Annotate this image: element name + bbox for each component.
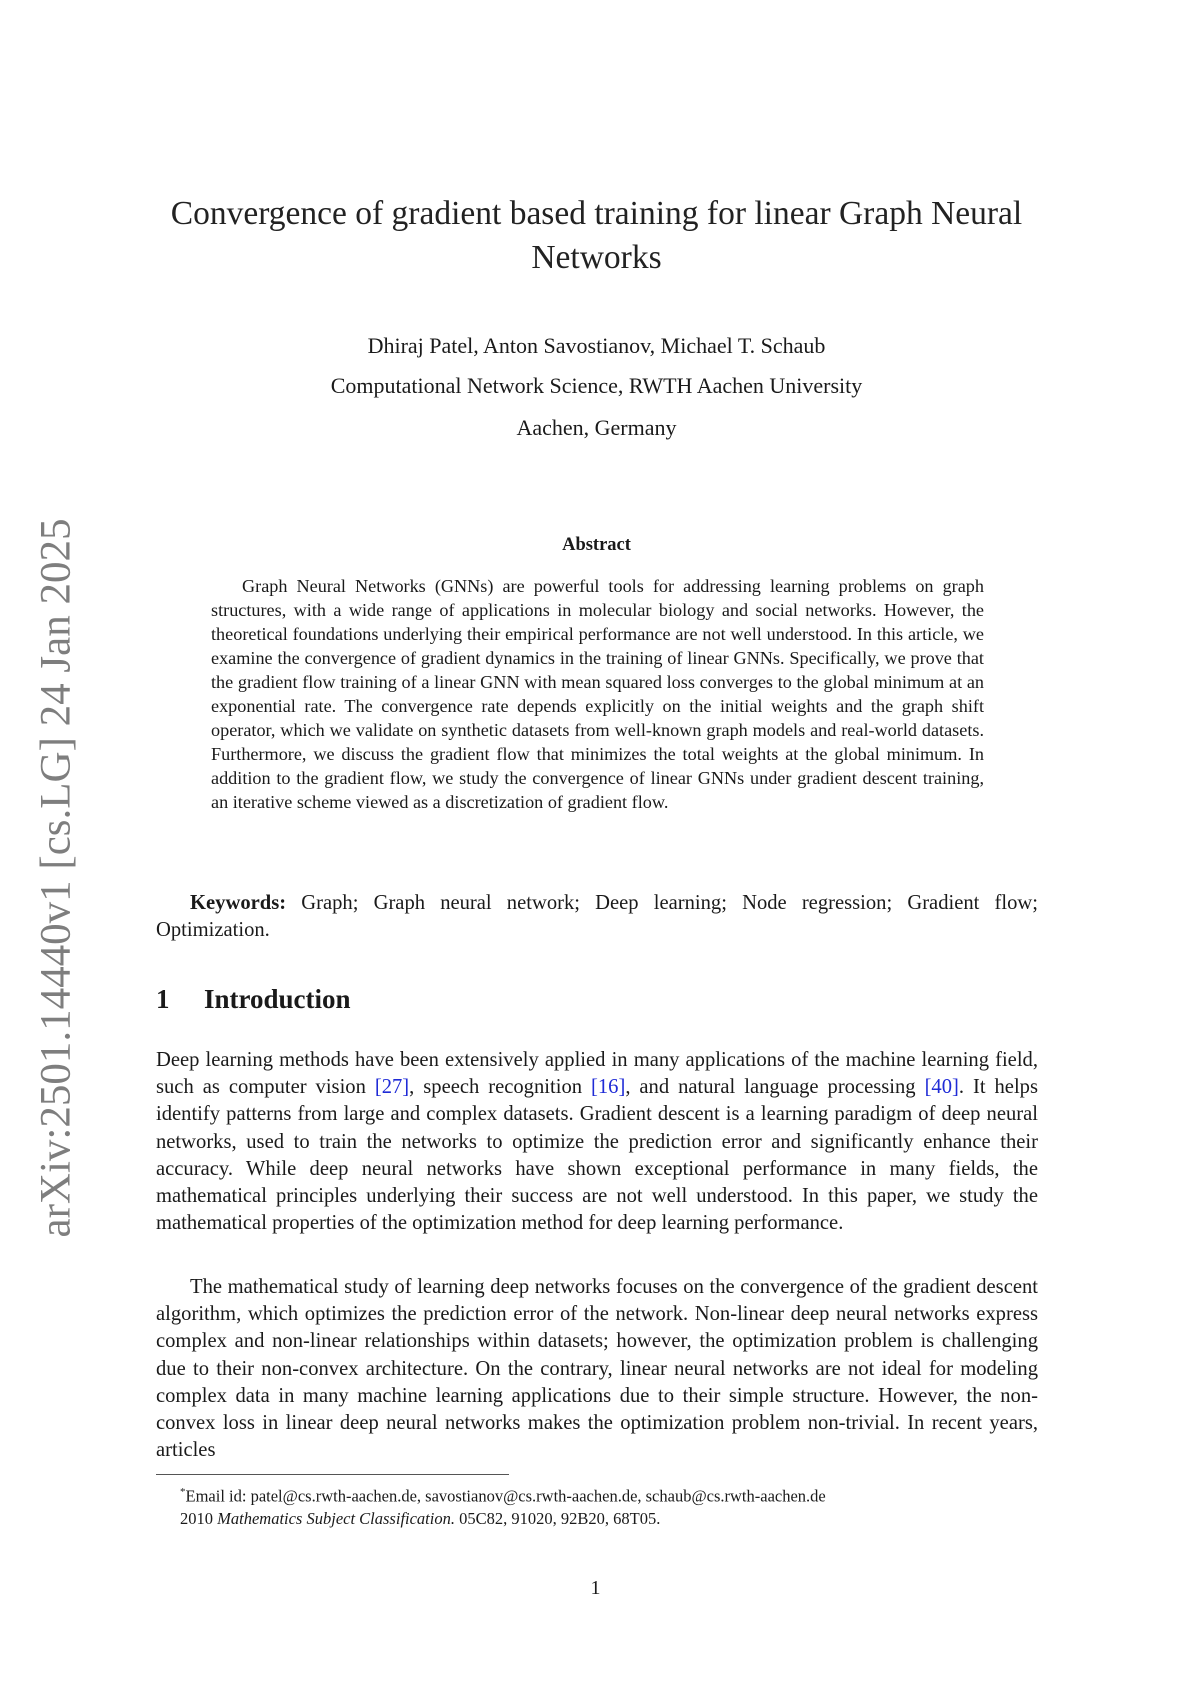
footnote-msc-line: [180, 1508, 1040, 1530]
keywords: [156, 890, 1038, 944]
section-number: 1: [156, 984, 170, 1014]
paper-title: Convergence of gradient based training for linear Graph Neural Networks: [170, 195, 1023, 276]
location: Aachen, Germany: [516, 415, 677, 440]
intro-paragraph-2: The mathematical study of learning deep networks focuses on the convergence of the gradient descent algorithm, which optimizes the prediction error of the network. Non-linear deep neural networks express complex and non-linear relationships within datasets; however, the optimization problem is challenging due to their non-convex architecture. On the contrary, linear neural networks are not ideal for modeling complex data in many machine learning applications due to their simple structure. However, the non-convex loss in linear deep neural networks makes the optimization problem non-trivial. In recent years, articles: [156, 1276, 1038, 1462]
footnote-marker: *: [180, 1486, 186, 1498]
citation-link[interactable]: [27]: [374, 1076, 410, 1099]
citation-link[interactable]: [40]: [924, 1076, 959, 1099]
author-list: Dhiraj Patel, Anton Savostianov, Michael T. Schaub: [367, 333, 826, 358]
msc-prefix: 2010: [180, 1508, 218, 1528]
text-run: , speech recognition: [409, 1076, 591, 1099]
text-run: . It helps identify patterns from large and complex datasets. Gradient descent is a learning paradigm of deep neural networks, used to train the networks to optimize the prediction error and significantly enhance their accuracy. While deep neural networks have shown exceptional performance in many fields, the mathematical principles underlying their success are not well understood. In this paper, we study the mathematical properties of the optimization method for deep learning performance.: [156, 1076, 1038, 1235]
footnote: [180, 1481, 1040, 1530]
section-title: Introduction: [204, 984, 351, 1014]
intro-paragraph-1: [156, 1047, 1038, 1237]
text-run: , and natural language processing: [625, 1076, 925, 1099]
section-heading: [156, 984, 351, 1015]
msc-codes: 05C82, 91020, 92B20, 68T05.: [454, 1508, 661, 1528]
keywords-text: Graph; Graph neural network; Deep learning; Node regression; Gradient flow; Optimization.: [156, 892, 1038, 941]
affiliation: Computational Network Science, RWTH Aachen University: [330, 373, 863, 398]
arxiv-sidebar-stamp: [28, 518, 84, 1238]
abstract-heading: Abstract: [562, 535, 631, 555]
footnote-email: Email id: patel@cs.rwth-aachen.de, savostianov@cs.rwth-aachen.de, schaub@cs.rwth-aachen.de: [185, 1486, 826, 1506]
page-number: 1: [590, 1577, 601, 1599]
footnote-email-line: [180, 1481, 1040, 1508]
arxiv-identifier: arXiv:2501.14440v1 [cs.LG] 24 Jan 2025: [32, 518, 80, 1238]
keywords-label: Keywords:: [190, 892, 287, 914]
citation-link[interactable]: [16]: [591, 1076, 626, 1099]
abstract-text: Graph Neural Networks (GNNs) are powerful tools for addressing learning problems on graph structures, with a wide range of applications in molecular biology and social networks. However, the theoretical foundations underlying their empirical performance are not well understood. In this article, we examine the convergence of gradient dynamics in the training of linear GNNs. Specifically, we prove that the gradient flow training of a linear GNN with mean squared loss converges to the global minimum at an exponential rate. The convergence rate depends explicitly on the initial weights and the graph shift operator, which we validate on synthetic datasets from well-known graph models and real-world datasets. Furthermore, we discuss the gradient flow that minimizes the total weights at the global minimum. In addition to the gradient flow, we study the convergence of linear GNNs under gradient descent training, an iterative scheme viewed as a discretization of gradient flow.: [211, 576, 984, 812]
footnote-divider: [156, 1474, 509, 1475]
text-run: Deep learning methods have been extensively applied in many applications of the machine learning field, such as computer vision: [156, 1049, 1038, 1099]
msc-label: Mathematics Subject Classification.: [217, 1508, 455, 1528]
